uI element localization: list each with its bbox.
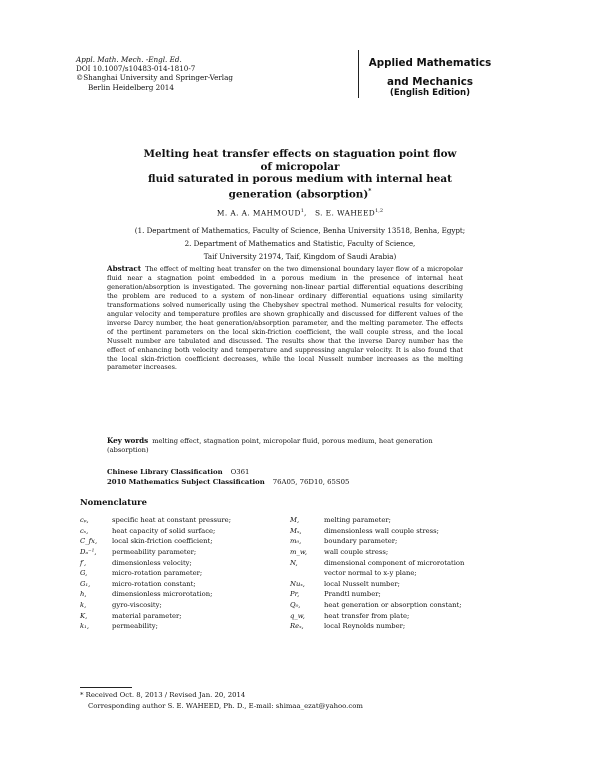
title-line-1: Melting heat transfer effects on staguation point flow of micropolar [143,148,457,173]
nomenclature-left-column [80,515,290,632]
brand-line-2: and Mechanics [387,76,473,88]
nomenclature-row [80,568,290,579]
keywords [107,436,463,455]
nomenclature-description: vector normal to x-y plane; [324,569,417,578]
nomenclature-row [290,611,525,622]
nomenclature-row [290,568,525,579]
abstract-label: Abstract [107,264,142,273]
footnote-corresponding-author[interactable]: Corresponding author S. E. WAHEED, Ph. D., E-mail: shimaa_ezat@yahoo.com [88,702,363,710]
abstract [107,265,463,372]
nomenclature-symbol: m₀, [290,537,302,546]
affiliation-line-2: 2. Department of Mathematics and Statistic, Faculty of Science, [184,239,416,248]
nomenclature-description: local Nusselt number; [324,579,400,588]
author-2-affiliation: 1,2 [375,208,384,214]
clc-label: Chinese Library Classification [107,468,223,476]
nomenclature-description: micro-rotation parameter; [112,569,203,578]
nomenclature-symbol: Mₓ, [290,526,302,535]
nomenclature-symbol: k₁, [80,622,90,631]
nomenclature-symbol: q_w, [290,611,305,620]
title-line-3-text: generation (absorption) [228,188,369,201]
nomenclature-row [290,600,525,611]
keywords-text: melting effect, stagnation point, micropolar fluid, porous medium, heat generation (absorption) [107,437,433,454]
title-footnote-marker[interactable]: * [368,187,372,195]
nomenclature-row [80,579,290,590]
author-list [100,208,500,217]
nomenclature-row [80,621,290,632]
nomenclature-symbol: K, [80,611,88,620]
nomenclature-symbol: m_w, [290,547,308,556]
nomenclature-symbol: cₚ, [80,516,89,524]
nomenclature-description: dimensionless velocity; [112,558,192,567]
nomenclature-symbol: N, [290,558,298,567]
title-line-3 [140,186,460,201]
nomenclature-row [290,547,525,558]
brand-edition: (English Edition) [389,88,471,98]
msc-classification [107,478,349,486]
journal-brand [358,50,501,98]
paper-title [140,148,460,201]
author-1-affiliation: 1 [300,208,304,214]
nomenclature-symbol: Q₀, [290,601,301,610]
journal-publisher-city: Berlin Heidelberg 2014 [88,82,174,92]
journal-doi[interactable]: DOI 10.1007/s10483-014-1810-7 [76,64,196,74]
nomenclature-symbol: Pr, [290,590,300,599]
nomenclature-row [290,621,525,632]
author-1: M. A. A. MAHMOUD [216,208,301,218]
nomenclature-row [80,526,290,537]
nomenclature-row [290,515,525,526]
nomenclature-description: micro-rotation constant; [112,579,196,588]
nomenclature-description: heat generation or absorption constant; [324,601,462,610]
nomenclature-symbol: f′, [80,558,87,567]
title-line-2: fluid saturated in porous medium with internal heat [148,173,452,186]
nomenclature-description: melting parameter; [324,516,391,524]
nomenclature-symbol: h, [80,590,87,599]
nomenclature-row [290,589,525,600]
nomenclature-symbol: Reₓ, [290,622,304,631]
nomenclature-right-column [290,515,525,632]
author-2: S. E. WAHEED [314,208,376,218]
brand-line-1: Applied Mathematics [368,57,492,69]
abstract-text: The effect of melting heat transfer on the two dimensional boundary layer flow of a micropolar fluid near a stagnation point embedded in a porous medium in the presence of internal heat generation/absorption is investigated. The governing non-linear partial differential equations describing the problem are reduced to a system of non-linear ordinary differential equations using similarity transformations solved numerically using the Chebyshev spectral method. Numerical results for velocity, angular velocity and temperature profiles are shown graphically and discussed for different values of the inverse Darcy number, the heat generation/absorption parameter, and the melting parameter. The effects of the pertinent parameters on the local skin-friction coefficient, the wall couple stress, and the local Nusselt number are tabulated and discussed. The results show that the inverse Darcy number has the effect of enhancing both velocity and temperature and suppressing angular velocity. It is also found that the local skin-friction coefficient decreases, while the local Nusselt number increases as the melting parameter increases. [107,265,463,372]
nomenclature-symbol: cₛ, [80,526,89,535]
nomenclature-symbol: G, [80,569,88,578]
journal-meta [76,55,233,92]
msc-label: 2010 Mathematics Subject Classification [107,478,265,486]
nomenclature-row [80,558,290,569]
nomenclature-row [80,600,290,611]
nomenclature-description: dimensionless microrotation; [112,590,213,599]
nomenclature-row [290,579,525,590]
clc-classification [107,468,249,476]
nomenclature-description: dimensional component of microrotation [324,558,465,567]
nomenclature-symbol: C_fx, [80,537,98,546]
nomenclature-row [290,558,525,569]
journal-copyright: ©Shanghai University and Springer-Verlag [76,73,233,83]
nomenclature-symbol: M, [290,516,300,524]
clc-value: O361 [230,468,250,476]
nomenclature-description: dimensionless wall couple stress; [324,526,439,535]
nomenclature-row [290,526,525,537]
nomenclature-title: Nomenclature [80,497,147,507]
nomenclature-description: wall couple stress; [324,547,389,556]
nomenclature-row [80,536,290,547]
author-separator: , [303,208,307,218]
keywords-label: Key words [107,436,149,445]
journal-citation: Appl. Math. Mech. -Engl. Ed. [76,55,182,64]
affiliation-line-3: Taif University 21974, Taif, Kingdom of Saudi Arabia) [203,252,397,261]
nomenclature-symbol: Nuₓ, [290,579,305,588]
nomenclature-row [80,515,290,526]
nomenclature-description: boundary parameter; [324,537,398,546]
nomenclature-symbol: Dₐ⁻¹, [80,547,97,556]
nomenclature-description: permeability parameter; [112,547,197,556]
nomenclature-row [80,589,290,600]
nomenclature-description: specific heat at constant pressure; [112,516,231,524]
nomenclature-description: local skin-friction coefficient; [112,537,213,546]
nomenclature-row [290,536,525,547]
nomenclature-symbol: k, [80,601,87,610]
footnote-divider [80,687,132,688]
footnote-received: * Received Oct. 8, 2013 / Revised Jan. 20, 2014 [80,691,246,699]
nomenclature-row [80,611,290,622]
nomenclature-description: heat capacity of solid surface; [112,526,216,535]
nomenclature-description: permeability; [112,622,158,631]
affiliation-line-1: (1. Department of Mathematics, Faculty of Science, Benha University 13518, Benha, Egypt; [134,226,466,235]
nomenclature-description: Prandtl number; [324,590,381,599]
nomenclature-symbol: G₁, [80,579,91,588]
nomenclature-description: gyro-viscosity; [112,601,162,610]
nomenclature-description: heat transfer from plate; [324,611,410,620]
nomenclature-description: material parameter; [112,611,182,620]
nomenclature-description: local Reynolds number; [324,622,406,631]
msc-value: 76A05, 76D10, 65S05 [272,478,350,486]
nomenclature-row [80,547,290,558]
